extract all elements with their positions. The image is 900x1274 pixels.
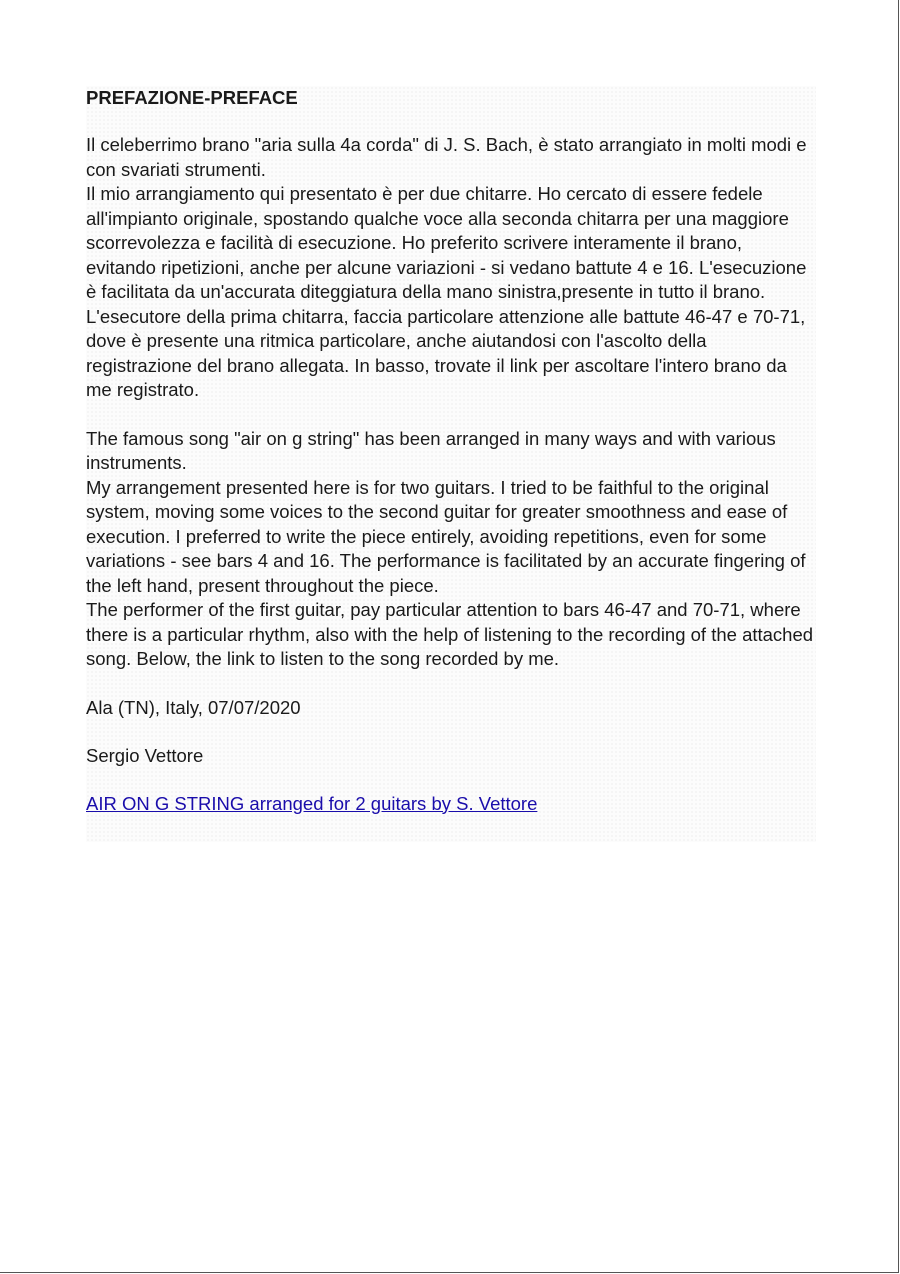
- recording-link[interactable]: AIR ON G STRING arranged for 2 guitars by S. Vettore: [86, 792, 538, 814]
- english-paragraph-body: My arrangement presented here is for two guitars. I tried to be faithful to the original system, moving some voices to the second guitar for greater smoothness and ease of execution. I preferred to write the piece entirely, avoiding repetitions, even for some variations - see bars 4 and 16. The performance is facilitated by an accurate fingering of the left hand, present throughout the piece.: [86, 476, 806, 596]
- english-section: [86, 427, 816, 672]
- english-paragraph-intro: The famous song "air on g string" has been arranged in many ways and with various instruments.: [86, 427, 776, 473]
- place-date: Ala (TN), Italy, 07/07/2020: [86, 696, 301, 718]
- italian-paragraph-body: Il mio arrangiamento qui presentato è per due chitarre. Ho cercato di essere fedele all'impianto originale, spostando qualche voce alla seconda chitarra per una maggiore scorrevolezza e facilità di esecuzione. Ho preferito scrivere interamente il brano, evitando ripetizioni, anche per alcune variazioni - si vedano battute 4 e 16. L'esecuzione è facilitata da un'accurata diteggiatura della mano sinistra,presente in tutto il brano. L'esecutore della prima chitarra, faccia particolare attenzione alle battute 46-47 e 70-71, dove è presente una ritmica particolare, anche aiutandosi con l'ascolto della registrazione del brano allegata. In basso, trovate il link per ascoltare l'intero brano da me registrato.: [86, 183, 807, 400]
- italian-paragraph-intro: Il celeberrimo brano "aria sulla 4a corda" di J. S. Bach, è stato arrangiato in molti modi e con svariati strumenti.: [86, 134, 807, 180]
- english-paragraph-performer: The performer of the first guitar, pay particular attention to bars 46-47 and 70-71, where there is a particular rhythm, also with the help of listening to the recording of the attached song. Below, the link to listen to the song recorded by me.: [86, 599, 814, 669]
- italian-section: [86, 133, 816, 403]
- author-signature: Sergio Vettore: [86, 744, 204, 766]
- page-title: PREFAZIONE-PREFACE: [86, 87, 298, 108]
- preface-content: [86, 86, 816, 842]
